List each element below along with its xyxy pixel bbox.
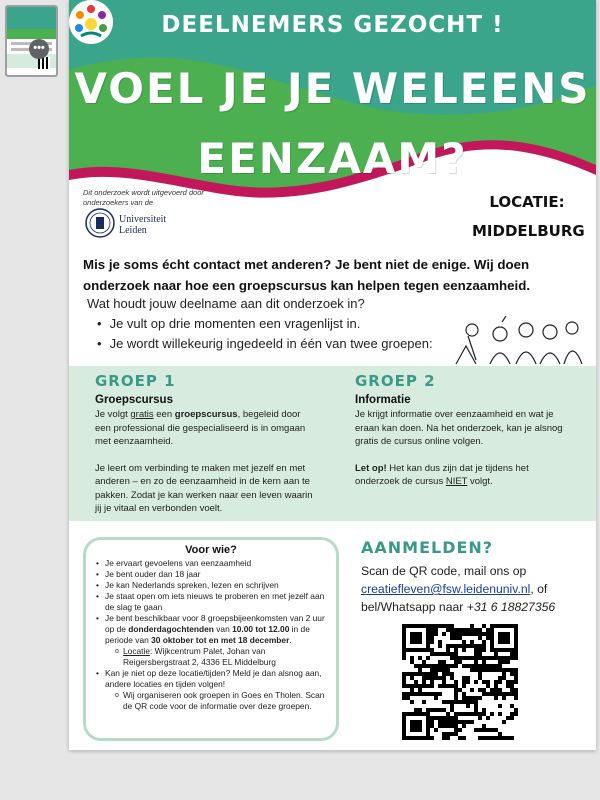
university-name (119, 214, 166, 236)
more-options-button[interactable]: ••• (29, 39, 49, 59)
group-1-title: GROEP 1 (95, 372, 176, 390)
group-2-paragraph-1: Je krijgt informatie over eenzaamheid en wat je eraan kan doen. Na het onderzoek, kan je alsnog gratis de cursus online volgen. (355, 409, 563, 447)
participation-list (107, 314, 433, 354)
list-item: • Je kan Nederlands spreken, lezen en schrijven (96, 580, 326, 591)
participation-question: Wat houdt jouw deelname aan dit onderzoek in? (87, 296, 365, 311)
group-2-body (355, 408, 570, 489)
university-name-line-2: Leiden (119, 225, 147, 236)
group-1-subtitle: Groepscursus (95, 394, 173, 406)
headline-line-1: VOEL JE JE WELEENS (74, 64, 591, 113)
group-1-paragraph-2: Je leert om verbinding te maken met jezelf en met anderen – en zo de eenzaamheid in de kern aan te pakken. Zodat je kan werken naar een leven waarin jij je vitaal en verbonden voelt. (95, 462, 313, 514)
thumbnail-header (7, 7, 56, 29)
group-2-paragraph-2: Let op! Het kan dus zijn dat je tijdens het onderzoek de cursus NIET volgt. (355, 462, 529, 487)
signup-title: AANMELDEN? (361, 538, 494, 557)
eligibility-sublist (105, 646, 326, 668)
poster-page (69, 0, 596, 750)
list-item: • Je staat open om iets nieuws te proberen en met jezelf aan de slag te gaan (96, 591, 326, 613)
groups-section (69, 366, 596, 521)
group-2-column (355, 372, 570, 502)
location-city: MIDDELBURG (472, 222, 585, 240)
university-name-line-1: Universiteit (119, 214, 167, 225)
eligibility-box (83, 537, 339, 741)
location-label: LOCATIE: (489, 193, 565, 211)
intro-text: Mis je soms écht contact met anderen? Je bent niet de enige. Wij doen onderzoek naar hoe een groepscursus kan helpen tegen eenzaamheid. (83, 257, 531, 293)
people-group-illustration-icon (454, 316, 584, 366)
email-link[interactable]: creatiefleven@fsw.leidenuniv.nl (361, 582, 531, 596)
list-item: • Je vult op drie momenten een vragenlijst in. (107, 314, 433, 334)
group-2-title: GROEP 2 (355, 372, 436, 390)
eligibility-list (96, 558, 326, 712)
eligibility-title: Voor wie? (185, 544, 237, 556)
university-seal-icon (85, 208, 115, 238)
eligibility-sublist (105, 690, 326, 712)
list-item: • Je wordt willekeurig ingedeeld in één van twee groepen: (107, 334, 433, 354)
list-item: • Je bent ouder dan 18 jaar (96, 569, 326, 580)
phone-number: +31 6 18827356 (466, 600, 556, 614)
university-note: Dit onderzoek wordt uitgevoerd door onderzoekers van de (83, 188, 204, 207)
list-item: • Kan je niet op deze locatie/tijden? Meld je dan alsnog aan, andere locaties en tijden volgen! o Wij organiseren ook groepen in Goes en Tholen. Scan de QR code voor de informatie over deze groepen. (96, 668, 326, 712)
other-locations-item: o Wij organiseren ook groepen in Goes en Tholen. Scan de QR code voor de informatie over deze groepen. (115, 690, 326, 712)
list-item: • Je ervaart gevoelens van eenzaamheid (96, 558, 326, 569)
location-item: o Locatie: Wijkcentrum Palet, Johan van Reigersbergstraat 2, 4336 EL Middelburg (115, 646, 326, 668)
group-1-paragraph-1: Je volgt gratis een groepscursus, begeleid door een professional die gespecialiseerd is in omgaan met eenzaamheid. (95, 409, 306, 447)
list-item: • Je bent beschikbaar voor 8 groepsbijeenkomsten van 2 uur op de donderdagochtenden van 10.00 tot 12.00 in de periode van 30 oktober tot en met 18 december. o Locatie: Wijkcentrum Palet, Johan van Reigersbergstraat 2, 4336 EL Middelburg (96, 613, 326, 668)
qr-code-icon[interactable] (402, 624, 518, 740)
group-1-body (95, 408, 315, 516)
signup-text: Scan de QR code, mail ons op creatiefleven@fsw.leidenuniv.nl, of bel/Whatsapp naar +31 6 18827356 (361, 564, 556, 614)
headline-line-2: EENZAAM? (197, 134, 468, 183)
organization-logo-icon (69, 0, 113, 44)
location-block (472, 188, 585, 246)
group-2-subtitle: Informatie (355, 394, 411, 406)
header-title: DEELNEMERS GEZOCHT ! (161, 12, 504, 38)
group-1-column (95, 372, 315, 529)
thumbnail-band (7, 29, 56, 39)
slide-thumbnail[interactable] (5, 5, 58, 77)
